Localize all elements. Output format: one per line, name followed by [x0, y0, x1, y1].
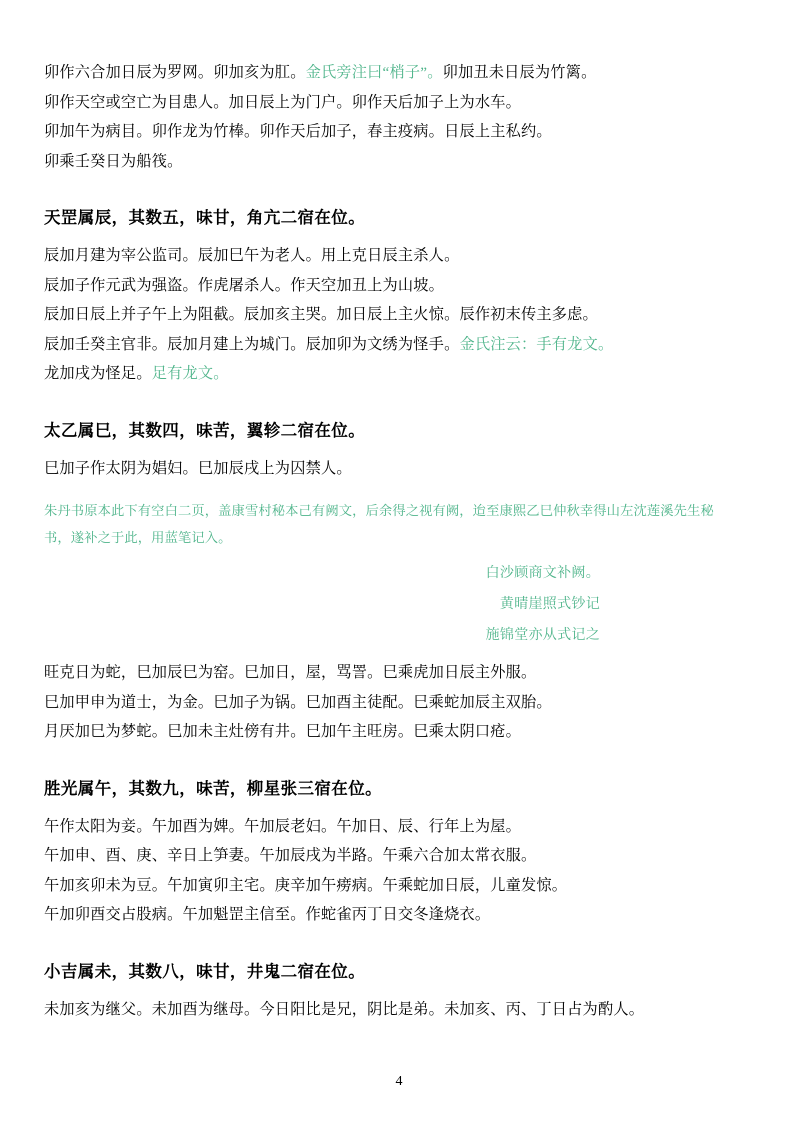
line-segment: 巳加甲申为道士，为金。巳加子为锅。巳加酉主徒配。巳乘蛇加辰主双胎。	[44, 693, 552, 711]
signature-line: 白沙顾商文补阙。	[485, 566, 600, 581]
section-gap	[44, 176, 736, 202]
signature-gap	[44, 551, 736, 558]
signature-line: 施锦堂亦从式记之	[485, 628, 600, 643]
text-line	[44, 88, 736, 118]
section-gap	[44, 747, 736, 773]
line-segment: 卯作六合加日辰为罗网。卯加亥为肛。	[44, 64, 306, 81]
section-heading: 小吉属未，其数八，味甘，井鬼二宿在位。	[44, 961, 366, 981]
text-line	[44, 454, 736, 484]
line-segment: 卯作天空或空亡为目患人。加日辰上为门户。卯作天后加子上为水车。	[44, 93, 522, 111]
line-segment: 卯加丑未日辰为竹篱。	[442, 64, 597, 81]
text-line	[44, 147, 736, 177]
section-heading: 天罡属辰，其数五，味甘，角亢二宿在位。	[44, 208, 366, 227]
line-segment: 卯乘壬癸日为船筏。	[44, 152, 183, 170]
section-gap	[44, 930, 736, 956]
line-segment-annotation: 金氏注云：手有龙文。	[459, 335, 614, 353]
heading-gap	[44, 234, 736, 241]
heading-gap	[44, 447, 736, 454]
line-segment: 午作太阳为妾。午加酉为婢。午加辰老妇。午加日、辰、行年上为屋。	[44, 817, 522, 835]
section-tiangang	[44, 202, 736, 389]
heading-gap	[44, 988, 736, 995]
text-line	[44, 995, 736, 1025]
heading-gap	[44, 805, 736, 812]
text-line	[44, 871, 736, 901]
section-shengguang	[44, 773, 736, 930]
text-line	[44, 271, 736, 301]
text-line	[44, 330, 736, 360]
line-segment-annotation: 金氏旁注曰“梢子”。	[305, 64, 443, 81]
text-line	[44, 717, 736, 747]
text-line	[44, 58, 736, 88]
text-line	[44, 241, 736, 271]
note-gap	[44, 483, 736, 497]
editorial-note: 朱丹书原本此下有空白二页，盖康雪村秘本己有阙文，后余得之视有阙，迨至康熙乙巳仲秋幸得山左沈莲溪先生秘书，遂补之于此，用蓝笔记入。	[44, 503, 714, 545]
line-segment: 龙加戌为怪足。	[44, 365, 152, 382]
line-segment: 旺克日为蛇，巳加辰巳为窑。巳加日，屋，骂詈。巳乘虎加日辰主外服。	[44, 664, 537, 681]
section-heading: 胜光属午，其数九，味苦，柳星张三宿在位。	[44, 778, 382, 798]
text-line	[44, 359, 736, 389]
line-segment: 午加申、酉、庚、辛日上笋妻。午加辰戌为半路。午乘六合加太常衣服。	[44, 847, 537, 864]
section-gap	[44, 389, 736, 415]
text-line	[44, 117, 736, 147]
after-signature-gap	[44, 651, 736, 658]
section-xiaoji	[44, 956, 736, 1025]
text-line	[44, 658, 736, 688]
line-segment: 辰加日辰上并子午上为阻截。辰加亥主哭。加日辰上主火惊。辰作初末传主多虑。	[44, 306, 598, 323]
line-segment: 未加亥为继父。未加酉为继母。今日阳比是兄，阴比是弟。未加亥、丙、丁日占为酌人。	[44, 1000, 645, 1018]
line-segment: 辰加壬癸主官非。辰加月建上为城门。辰加卯为文绣为怪手。	[44, 335, 460, 353]
section-mao	[44, 58, 736, 176]
line-segment: 辰加月建为宰公监司。辰加巳午为老人。用上克日辰主杀人。	[44, 247, 460, 264]
line-segment: 月厌加巳为梦蛇。巳加未主灶傍有井。巳加午主旺房。巳乘太阴口疮。	[44, 723, 522, 740]
text-line	[44, 841, 736, 871]
text-line	[44, 688, 736, 718]
text-line	[44, 812, 736, 842]
signature-line: 黄晴崖照式钞记	[499, 597, 600, 612]
line-segment: 辰加子作元武为强盗。作虎屠杀人。作天空加丑上为山坡。	[44, 276, 445, 294]
line-segment: 卯加午为病目。卯作龙为竹棒。卯作天后加子，春主疫病。日辰上主私约。	[44, 123, 552, 140]
section-taiyi	[44, 415, 736, 747]
section-heading: 太乙属巳，其数四，味苦，翼轸二宿在位。	[44, 420, 366, 440]
line-segment-annotation: 足有龙文。	[151, 365, 229, 382]
line-segment: 巳加子作太阴为娼妇。巳加辰戌上为囚禁人。	[44, 459, 352, 477]
page-number: 4	[395, 1074, 403, 1089]
line-segment: 午加亥卯未为豆。午加寅卯主宅。庚辛加午痨病。午乘蛇加日辰，儿童发惊。	[44, 876, 568, 894]
line-segment: 午加卯酉交占股病。午加魁罡主信至。作蛇雀丙丁日交冬逢烧衣。	[44, 906, 491, 923]
text-line	[44, 300, 736, 330]
text-line	[44, 900, 736, 930]
